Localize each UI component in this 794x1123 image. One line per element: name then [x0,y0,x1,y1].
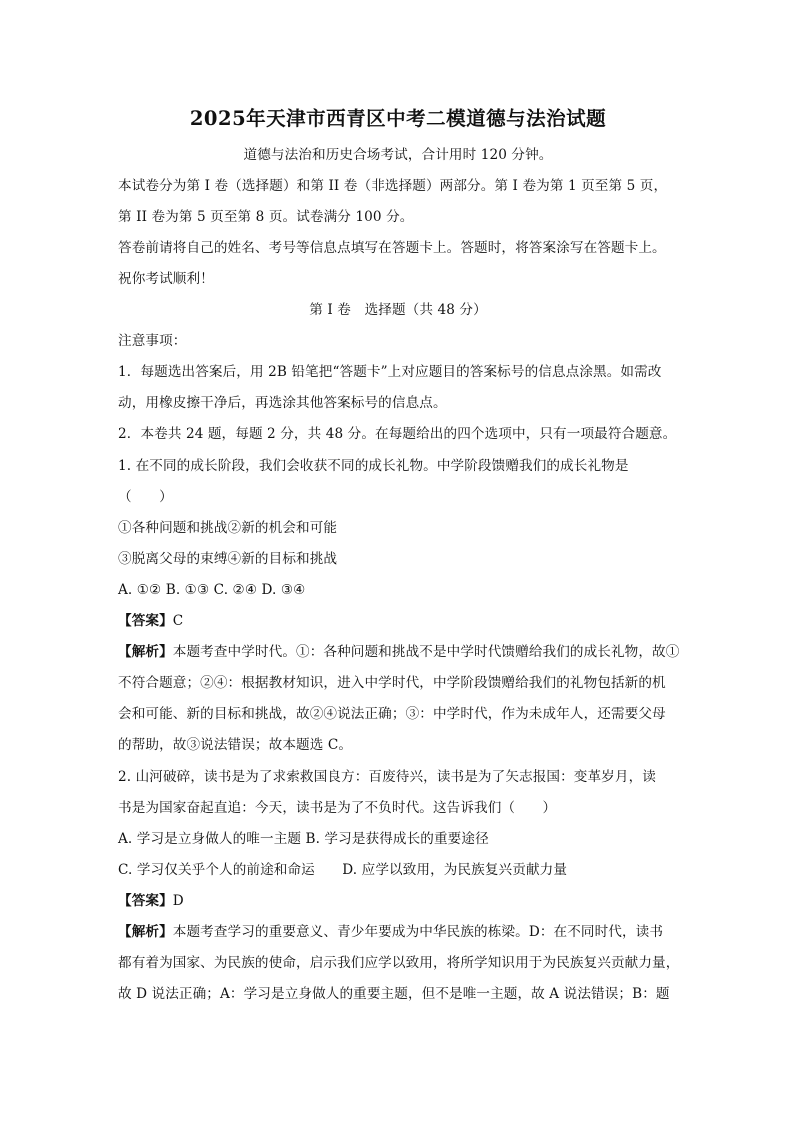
intro-line: 答卷前请将自己的姓名、考号等信息点填写在答题卡上。答题时，将答案涂写在答题卡上。 [118,240,666,256]
note-line: 1．每题选出答案后，用 2B 铅笔把“答题卡”上对应题目的答案标号的信息点涂黑。如需改 [118,364,662,380]
notes-heading: 注意事项： [118,333,187,349]
exam-subtitle: 道德与法治和历史合场考试，合计用时 120 分钟。 [243,147,553,163]
document-title: 2025年天津市西青区中考二模道德与法治试题 [189,107,607,130]
question-2-analysis-line: 都有着为国家、为民族的使命，启示我们应学以致用，将所学知识用于为民族复兴贡献力量， [118,955,680,971]
analysis-text: 本题考查中学时代。①：各种问题和挑战不是中学时代馈赠给我们的成长礼物，故① [172,644,680,660]
question-2-analysis-line: 故 D 说法正确；A：学习是立身做人的重要主题，但不是唯一主题，故 A 说法错误；B：题 [118,986,670,1002]
question-1-answer [118,611,183,631]
question-1-analysis-line: 不符合题意；②④：根据教材知识，进入中学时代，中学阶段馈赠给我们的礼物包括新的机 [118,675,666,691]
analysis-tag: 【解析】 [118,644,173,660]
question-2-options: C. 学习仅关乎个人的前途和命运 D. 应学以致用，为民族复兴贡献力量 [118,862,568,878]
intro-line: 本试卷分为第 I 卷（选择题）和第 II 卷（非选择题）两部分。第 I 卷为第 1 页至第 5 页， [118,178,668,194]
answer-value: D [172,893,184,909]
note-line: 动，用橡皮擦干净后，再选涂其他答案标号的信息点。 [118,395,447,411]
question-1-analysis-line: 会和可能、新的目标和挑战，故②④说法正确；③：中学时代，作为未成年人，还需要父母 [118,706,666,722]
answer-tag: 【答案】 [118,893,173,909]
question-2-analysis [118,922,663,942]
answer-tag: 【答案】 [118,613,173,629]
intro-line: 祝你考试顺利！ [118,271,214,287]
question-1-analysis [118,642,679,662]
analysis-text: 本题考查学习的重要意义、青少年要成为中华民族的栋梁。D：在不同时代，读书 [172,924,664,940]
question-1-analysis-line: 的帮助，故③说法错误；故本题选 C。 [118,737,353,753]
question-1-statement: ③脱离父母的束缚④新的目标和挑战 [118,551,338,567]
question-2-stem: 书是为国家奋起直追：今天，读书是为了不负时代。这告诉我们（ ） [118,800,557,816]
section-heading: 第 I 卷 选择题（共 48 分） [309,302,487,318]
analysis-tag: 【解析】 [118,924,173,940]
question-1-options: A. ①② B. ①③ C. ②④ D. ③④ [118,582,306,598]
question-2-stem: 2. 山河破碎，读书是为了求索救国良方：百废待兴，读书是为了矢志报国：变革岁月，读 [118,769,656,785]
answer-value: C [172,613,184,629]
question-1-stem: 1. 在不同的成长阶段，我们会收获不同的成长礼物。中学阶段馈赠我们的成长礼物是 [118,458,629,474]
question-2-answer [118,891,184,911]
question-1-statement: ①各种问题和挑战②新的机会和可能 [118,520,338,536]
question-1-stem: （ ） [118,489,173,505]
question-2-options: A. 学习是立身做人的唯一主题 B. 学习是获得成长的重要途径 [118,831,489,847]
intro-line: 第 II 卷为第 5 页至第 8 页。试卷满分 100 分。 [118,209,414,225]
note-line: 2．本卷共 24 题，每题 2 分，共 48 分。在每题给出的四个选项中，只有一项最符合题意。 [118,426,677,442]
